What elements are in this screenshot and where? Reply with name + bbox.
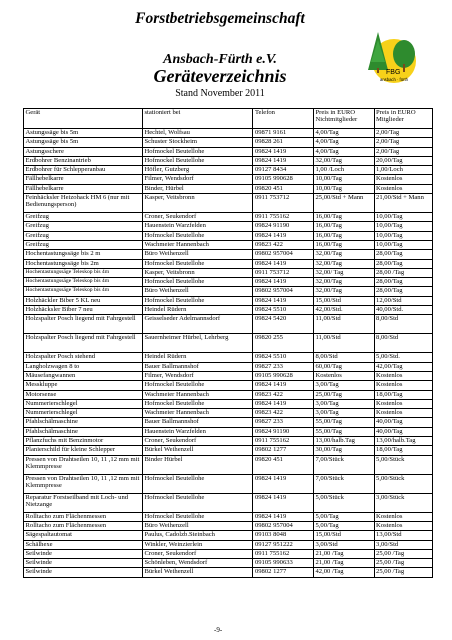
table-row — [24, 250, 433, 259]
price-nonmember-cell: 7,00/Stück — [313, 455, 374, 474]
phone-cell: 09824 1419 — [253, 147, 314, 156]
price-member-cell: 10,00/Tag — [374, 231, 432, 240]
phone-cell: 09824 1419 — [253, 399, 314, 408]
phone-cell: 09802 957004 — [253, 287, 314, 296]
location-cell: Wachmeier Hannenbach — [142, 390, 252, 399]
organization-location: Ansbach-Fürth e.V. — [163, 52, 277, 67]
price-member-cell: 5,00/Stück — [374, 455, 432, 474]
phone-cell: 09127 951222 — [253, 540, 314, 549]
price-member-cell: 10,00/Tag — [374, 213, 432, 222]
location-cell: Schönleben, Wendsdorf — [142, 559, 252, 568]
price-member-cell: Kostenlos — [374, 175, 432, 184]
equipment-cell: Messkluppe — [24, 381, 143, 390]
equipment-cell: Schälhexe — [24, 540, 143, 549]
price-member-cell: Kostenlos — [374, 184, 432, 193]
equipment-cell: Mäusefangwannen — [24, 371, 143, 380]
price-nonmember-cell: 32,00/Tag — [313, 259, 374, 268]
table-row — [24, 315, 433, 334]
location-cell: Wachmeier Hannenbach — [142, 409, 252, 418]
phone-cell: 09824 91190 — [253, 222, 314, 231]
price-nonmember-cell: 42,00 /Tag — [313, 568, 374, 577]
phone-cell: 09824 1419 — [253, 259, 314, 268]
price-member-cell: 40,00/Tag — [374, 427, 432, 436]
location-cell: Bauer Ballmannshof — [142, 362, 252, 371]
price-member-cell: 25,00 /Tag — [374, 549, 432, 558]
equipment-cell: Motorsense — [24, 390, 143, 399]
location-cell: Kasper, Veitsbronn — [142, 194, 252, 213]
equipment-cell: Hochentastungssäge Teleskop bis 4m — [24, 278, 143, 287]
price-nonmember-cell: 55,00/Tag — [313, 418, 374, 427]
phone-cell: 09828 261 — [253, 138, 314, 147]
price-member-cell: 28,00/Tag — [374, 250, 432, 259]
equipment-cell: Holzhäckler Biber 5 KL neu — [24, 296, 143, 305]
price-member-cell: 3,00/Stück — [374, 493, 432, 512]
phone-cell: 09824 1419 — [253, 296, 314, 305]
phone-cell: 09824 1419 — [253, 474, 314, 493]
equipment-cell: Reparatur Forstseilband mit Loch- und Nietzange — [24, 493, 143, 512]
price-nonmember-cell: 32,00/Tag — [313, 287, 374, 296]
price-member-cell: Kostenlos — [374, 512, 432, 521]
phone-cell: 09824 1419 — [253, 278, 314, 287]
equipment-cell: Astungsschere — [24, 147, 143, 156]
table-row — [24, 334, 433, 353]
equipment-cell: Seilwinde — [24, 559, 143, 568]
location-cell: Croner, Seukendorf — [142, 437, 252, 446]
table-row — [24, 287, 433, 296]
phone-cell: 0911 753712 — [253, 194, 314, 213]
location-cell: Kasper, Veitsbronn — [142, 268, 252, 277]
price-nonmember-cell: 13,00/halb.Tag — [313, 437, 374, 446]
equipment-cell: Greifzug — [24, 213, 143, 222]
phone-cell: 09823 422 — [253, 409, 314, 418]
equipment-cell: Feinhäcksler Heizohack HM 6 (nur mit Bedienungsperson) — [24, 194, 143, 213]
table-row — [24, 138, 433, 147]
price-member-cell: 42,00/Tag — [374, 362, 432, 371]
price-nonmember-cell: 3,00/Tag — [313, 409, 374, 418]
price-nonmember-cell: 11,00/Std — [313, 315, 374, 334]
equipment-cell: Erdbohrer Benzinantrieb — [24, 156, 143, 165]
price-nonmember-cell: 1,00 /Loch — [313, 166, 374, 175]
equipment-cell: Langholzwagen 8 to — [24, 362, 143, 371]
price-nonmember-cell: 10,00/Tag — [313, 175, 374, 184]
location-cell: Höfler, Gutzberg — [142, 166, 252, 175]
price-member-cell: 8,00/Std — [374, 315, 432, 334]
phone-cell: 09802 1277 — [253, 446, 314, 455]
location-cell: Hauenstein Warzfelden — [142, 222, 252, 231]
location-cell: Schuster Stockheim — [142, 138, 252, 147]
equipment-cell: Hochentastungssäge bis 2m — [24, 259, 143, 268]
price-nonmember-cell: 5,00/Stück — [313, 493, 374, 512]
price-nonmember-cell: 21,00 /Tag — [313, 549, 374, 558]
column-header: Telefon — [253, 109, 314, 129]
price-member-cell: Kostenlos — [374, 399, 432, 408]
phone-cell: 09820 255 — [253, 334, 314, 353]
location-cell: Hofmockel Beutellohe — [142, 381, 252, 390]
equipment-cell: Holzspalter Posch liegend mit Fahrgestell — [24, 315, 143, 334]
price-member-cell: 20,00/Tag — [374, 156, 432, 165]
price-member-cell: 18,00/Tag — [374, 446, 432, 455]
location-cell: Hofmockel Beutellohe — [142, 474, 252, 493]
equipment-cell: Erdbohrer für Schlepperanbau — [24, 166, 143, 175]
price-nonmember-cell: 4,00/Tag — [313, 138, 374, 147]
phone-cell: 09105 990628 — [253, 371, 314, 380]
table-row — [24, 381, 433, 390]
price-member-cell: 1,00/Loch — [374, 166, 432, 175]
phone-cell: 09823 422 — [253, 390, 314, 399]
phone-cell: 09827 233 — [253, 362, 314, 371]
equipment-cell: Greifzug — [24, 240, 143, 249]
phone-cell: 09127 8434 — [253, 166, 314, 175]
table-row — [24, 531, 433, 540]
phone-cell: 0911 755162 — [253, 213, 314, 222]
phone-cell: 09824 5510 — [253, 353, 314, 362]
location-cell: Heindel Rüdern — [142, 306, 252, 315]
table-row — [24, 268, 433, 277]
price-member-cell: 8,00/Std — [374, 334, 432, 353]
location-cell: Hofmockel Beutellohe — [142, 156, 252, 165]
price-member-cell: Kostenlos — [374, 521, 432, 530]
location-cell: Wachmeier Hannenbach — [142, 240, 252, 249]
price-member-cell: 5,00/Stück — [374, 474, 432, 493]
price-member-cell: 12,00/Std — [374, 296, 432, 305]
price-nonmember-cell: 4,00/Tag — [313, 129, 374, 138]
phone-cell: 09824 5510 — [253, 306, 314, 315]
equipment-cell: Nummerierschlegel — [24, 409, 143, 418]
price-nonmember-cell: 15,00/Std — [313, 296, 374, 305]
column-header: Gerät — [24, 109, 143, 129]
table-row — [24, 156, 433, 165]
location-cell: Hofmockel Beutellohe — [142, 296, 252, 305]
price-nonmember-cell: 60,00/Tag — [313, 362, 374, 371]
phone-cell: 09802 957004 — [253, 521, 314, 530]
price-nonmember-cell: 21,00 /Tag — [313, 559, 374, 568]
location-cell: Hofmockel Beutellohe — [142, 493, 252, 512]
location-cell: Hofmockel Beutellohe — [142, 231, 252, 240]
location-cell: Hofmockel Beutellohe — [142, 259, 252, 268]
table-row — [24, 512, 433, 521]
fbg-logo — [364, 28, 422, 84]
phone-cell: 0911 753712 — [253, 268, 314, 277]
table-body — [24, 129, 433, 578]
phone-cell: 09824 91190 — [253, 427, 314, 436]
location-cell: Geisselseder Adelmannsdorf — [142, 315, 252, 334]
phone-cell: 09823 422 — [253, 240, 314, 249]
price-member-cell: Kostenlos — [374, 381, 432, 390]
equipment-cell: Holzhäcksler Biber 7 neu — [24, 306, 143, 315]
phone-cell: 09824 1419 — [253, 512, 314, 521]
equipment-cell: Greifzug — [24, 222, 143, 231]
price-nonmember-cell: 3,00/Tag — [313, 381, 374, 390]
table-row — [24, 222, 433, 231]
table-row — [24, 147, 433, 156]
price-nonmember-cell: 32,00/Tag — [313, 278, 374, 287]
price-nonmember-cell: 25,00/Tag — [313, 390, 374, 399]
price-nonmember-cell: 42,00/Std. — [313, 306, 374, 315]
price-nonmember-cell: 15,00/Std — [313, 531, 374, 540]
price-nonmember-cell: 7,00/Stück — [313, 474, 374, 493]
table-row — [24, 194, 433, 213]
equipment-cell: Astungssäge bis 5m — [24, 129, 143, 138]
price-nonmember-cell: 16,00/Tag — [313, 231, 374, 240]
price-member-cell: 28,00 /Tag — [374, 268, 432, 277]
equipment-cell: Seilwinde — [24, 568, 143, 577]
location-cell: Binder Hürbel — [142, 455, 252, 474]
price-nonmember-cell: 55,00/Tag — [313, 427, 374, 436]
phone-cell: 09820 451 — [253, 455, 314, 474]
location-cell: Hofmockel Beutellohe — [142, 399, 252, 408]
location-cell: Hofmockel Beutellohe — [142, 512, 252, 521]
price-member-cell: 40,00/Tag — [374, 418, 432, 427]
equipment-cell: Greifzug — [24, 231, 143, 240]
location-cell: Filmer, Wendsdorf — [142, 175, 252, 184]
equipment-cell: Rolltacho zum Flächenmessen — [24, 521, 143, 530]
table-row — [24, 240, 433, 249]
location-cell: Hauenstein Warzfelden — [142, 427, 252, 436]
price-member-cell: 25,00 /Tag — [374, 559, 432, 568]
organization-title: Forstbetriebsgemeinschaft — [135, 10, 305, 27]
equipment-cell: Fällhebelkarre — [24, 175, 143, 184]
table-row — [24, 184, 433, 193]
phone-cell: 09802 1277 — [253, 568, 314, 577]
price-member-cell: Kostenlos — [374, 409, 432, 418]
table-row — [24, 259, 433, 268]
table-row — [24, 399, 433, 408]
price-member-cell: 25,00 /Tag — [374, 568, 432, 577]
table-row — [24, 455, 433, 474]
equipment-cell: Holzspalter Posch liegend mit Fahrgestell — [24, 334, 143, 353]
price-member-cell: Kostenlos — [374, 371, 432, 380]
price-member-cell: 28,00/Tag — [374, 287, 432, 296]
table-row — [24, 213, 433, 222]
price-member-cell: 28,00/Tag — [374, 259, 432, 268]
phone-cell: 09802 957004 — [253, 250, 314, 259]
price-nonmember-cell: Kostenlos — [313, 371, 374, 380]
phone-cell: 09824 1419 — [253, 231, 314, 240]
location-cell: Winkler, Weinzierlein — [142, 540, 252, 549]
document-title: Geräteverzeichnis — [153, 66, 287, 86]
price-member-cell: 3,00/Std — [374, 540, 432, 549]
price-member-cell: 2,00/Tag — [374, 147, 432, 156]
price-nonmember-cell: 3,00/Tag — [313, 399, 374, 408]
column-header: stationiert bei — [142, 109, 252, 129]
price-nonmember-cell: 30,00/Tag — [313, 446, 374, 455]
equipment-cell: Seilwinde — [24, 549, 143, 558]
logo-text-top: FBG — [386, 69, 401, 76]
equipment-table — [23, 108, 433, 578]
price-nonmember-cell: 5,00/Tag — [313, 512, 374, 521]
equipment-cell: Holzspalter Posch stehend — [24, 353, 143, 362]
equipment-cell: Hochentastungssäge bis 2 m — [24, 250, 143, 259]
phone-cell: 09827 233 — [253, 418, 314, 427]
equipment-cell: Hochentastungssäge Teleskop bis 4m — [24, 287, 143, 296]
equipment-cell: Fällhebelkarre — [24, 184, 143, 193]
location-cell: Paulus, Cadolzb.Steinbach — [142, 531, 252, 540]
table-row — [24, 568, 433, 577]
table-row — [24, 493, 433, 512]
equipment-cell: Pfahlschälmaschine — [24, 427, 143, 436]
equipment-cell: Sägespaltautomat — [24, 531, 143, 540]
equipment-cell: Astungssäge bis 5m — [24, 138, 143, 147]
price-nonmember-cell: 32,00/ Tag — [313, 268, 374, 277]
table-row — [24, 418, 433, 427]
table-row — [24, 278, 433, 287]
phone-cell: 09824 1419 — [253, 381, 314, 390]
phone-cell: 09103 8048 — [253, 531, 314, 540]
table-row — [24, 371, 433, 380]
table-row — [24, 353, 433, 362]
equipment-cell: Pressen von Drahtseilen 10, 11 ,12 mm mit Klemmpresse — [24, 474, 143, 493]
table-row — [24, 231, 433, 240]
table-row — [24, 362, 433, 371]
price-member-cell: 2,00/Tag — [374, 138, 432, 147]
price-nonmember-cell: 4,00/Tag — [313, 147, 374, 156]
location-cell: Büro Weihenzell — [142, 287, 252, 296]
price-nonmember-cell: 16,00/Tag — [313, 213, 374, 222]
table-row — [24, 175, 433, 184]
document-header — [0, 0, 452, 108]
equipment-cell: Nummerierschlegel — [24, 399, 143, 408]
location-cell: Heindel Rüdern — [142, 353, 252, 362]
price-member-cell: 10,00/Tag — [374, 222, 432, 231]
stand-date: Stand November 2011 — [175, 88, 265, 99]
location-cell: Hofmockel Beutellohe — [142, 147, 252, 156]
price-nonmember-cell: 16,00/Tag — [313, 240, 374, 249]
price-member-cell: 13,00/Std — [374, 531, 432, 540]
location-cell: Filmer, Wendsdorf — [142, 371, 252, 380]
phone-cell: 09820 451 — [253, 184, 314, 193]
logo-text-bottom: ansbach · fürth — [380, 77, 408, 82]
price-nonmember-cell: 32,00/Tag — [313, 156, 374, 165]
table-row — [24, 166, 433, 175]
table-row — [24, 549, 433, 558]
column-header: Preis in EURO Mitglieder — [374, 109, 432, 129]
location-cell: Binder, Hürbel — [142, 184, 252, 193]
table-row — [24, 306, 433, 315]
page-number: -9- — [214, 626, 223, 634]
location-cell: Büro Weihenzell — [142, 250, 252, 259]
table-row — [24, 559, 433, 568]
location-cell: Büro Weihenzell — [142, 521, 252, 530]
price-member-cell: 40,00/Std. — [374, 306, 432, 315]
equipment-cell: Pressen von Drahtseilen 10, 11 ,12 mm mit Klemmpresse — [24, 455, 143, 474]
location-cell: Sauernheimer Hürbel, Lehrberg — [142, 334, 252, 353]
table-row — [24, 390, 433, 399]
phone-cell: 09871 9161 — [253, 129, 314, 138]
price-member-cell: 10,00/Tag — [374, 240, 432, 249]
price-nonmember-cell: 25,00/Std + Mann — [313, 194, 374, 213]
price-nonmember-cell: 32,00/Tag — [313, 250, 374, 259]
equipment-cell: Pfahlschälmaschine — [24, 418, 143, 427]
location-cell: Bürkel Weihenzell — [142, 446, 252, 455]
phone-cell: 0911 755162 — [253, 437, 314, 446]
price-nonmember-cell: 10,00/Tag — [313, 184, 374, 193]
phone-cell: 0911 755162 — [253, 549, 314, 558]
table-row — [24, 521, 433, 530]
table-row — [24, 474, 433, 493]
equipment-cell: Pflanzfuchs mit Benzinmotor — [24, 437, 143, 446]
equipment-cell: Rolltacho zum Flächenmessen — [24, 512, 143, 521]
price-nonmember-cell: 5,00/Tag — [313, 521, 374, 530]
price-member-cell: 28,00/Tag — [374, 278, 432, 287]
price-nonmember-cell: 8,00/Std — [313, 353, 374, 362]
price-member-cell: 5,00/Std. — [374, 353, 432, 362]
price-nonmember-cell: 11,00/Std — [313, 334, 374, 353]
table-row — [24, 540, 433, 549]
equipment-cell: Planierschild für kleine Schlepper — [24, 446, 143, 455]
table-row — [24, 409, 433, 418]
location-cell: Bürkel Weihenzell — [142, 568, 252, 577]
price-member-cell: 13,00/halb.Tag — [374, 437, 432, 446]
phone-cell: 09105 990633 — [253, 559, 314, 568]
phone-cell: 09824 5420 — [253, 315, 314, 334]
price-nonmember-cell: 16,00/Tag — [313, 222, 374, 231]
location-cell: Hofmockel Beutellohe — [142, 278, 252, 287]
location-cell: Bauer Ballmannshof — [142, 418, 252, 427]
table-row — [24, 437, 433, 446]
location-cell: Hechtel, Wolfsau — [142, 129, 252, 138]
equipment-cell: Hochentastungssäge Teleskop bis 4m — [24, 268, 143, 277]
price-member-cell: 21,00/Std + Mann — [374, 194, 432, 213]
table-header-row — [24, 109, 433, 129]
price-member-cell: 2,00/Tag — [374, 129, 432, 138]
column-header: Preis in EURO Nichtmitglieder — [313, 109, 374, 129]
table-row — [24, 129, 433, 138]
price-member-cell: 18,00/Tag — [374, 390, 432, 399]
phone-cell: 09824 1419 — [253, 156, 314, 165]
location-cell: Croner, Seukendorf — [142, 549, 252, 558]
phone-cell: 09824 1419 — [253, 493, 314, 512]
table-row — [24, 427, 433, 436]
phone-cell: 09105 990628 — [253, 175, 314, 184]
table-row — [24, 446, 433, 455]
table-row — [24, 296, 433, 305]
price-nonmember-cell: 3,00/Std — [313, 540, 374, 549]
location-cell: Croner, Seukendorf — [142, 213, 252, 222]
